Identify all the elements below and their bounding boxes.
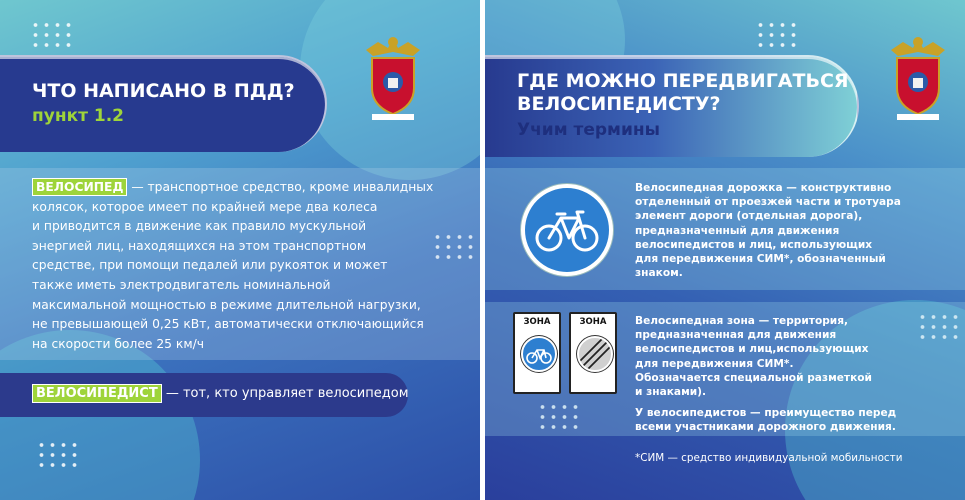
bicycle-lane-sign (521, 184, 613, 276)
bicycle-icon (525, 188, 609, 272)
strikethrough-icon (579, 338, 611, 370)
police-emblem-icon (358, 30, 428, 120)
right-panel (485, 0, 965, 500)
decor-dots (755, 20, 799, 50)
zone-sign-circle (521, 336, 557, 372)
decor-dots (36, 440, 80, 470)
bike-lane-text: Велосипедная дорожка — конструктивно отделенный от проезжей части и тротуара элемент дороги (отдельная дорога), предназначенный для движения велосипедистов и лиц, использующих для передвижения СИМ*, обозначенный знаком. (635, 182, 901, 280)
term-highlight: ВЕЛОСИПЕДИСТ (32, 384, 162, 403)
footnote: *СИМ — средство индивидуальной мобильности (635, 452, 903, 464)
page-subtitle: Учим термины (517, 120, 660, 140)
left-panel (0, 0, 480, 500)
decor-dots (30, 20, 74, 50)
title-banner (0, 55, 327, 152)
page-subtitle: пункт 1.2 (32, 106, 124, 126)
zone-sign-circle (577, 336, 613, 372)
bicycle-icon (523, 338, 555, 370)
term-highlight: ВЕЛОСИПЕД (32, 178, 127, 196)
police-emblem-icon (883, 30, 953, 120)
bike-zone-text: Велосипедная зона — территория, предназначенная для движения велосипедистов и лиц,использующих для передвижения СИМ*. Обозначается специальной разметкой и знаками). У велосипедистов — преимущество перед всеми участниками дорожного движения. (635, 315, 897, 434)
cyclist-definition: ВЕЛОСИПЕДИСТ — тот, кто управляет велосипедом (32, 384, 409, 404)
definition-text: ВЕЛОСИПЕД — транспортное средство, кроме инвалидных колясок, которое имеет по крайней мере два колеса и приводится в движение как правило мускульной энергией лиц, находящихся на этом транспортном средстве, при помощи педалей или рукояток и может также иметь электродвигатель номинальной максимальной мощностью в режиме длительной нагрузки, не превышающей 0,25 кВт, автоматически отключающийся на скорости более 25 км/ч (32, 180, 434, 351)
bike-zone-start-sign: ЗОНА (513, 312, 561, 394)
page-title: ГДЕ МОЖНО ПЕРЕДВИГАТЬСЯ ВЕЛОСИПЕДИСТУ? (517, 70, 849, 115)
page-title: ЧТО НАПИСАНО В ПДД? (32, 80, 295, 102)
bike-zone-end-sign: ЗОНА (569, 312, 617, 394)
